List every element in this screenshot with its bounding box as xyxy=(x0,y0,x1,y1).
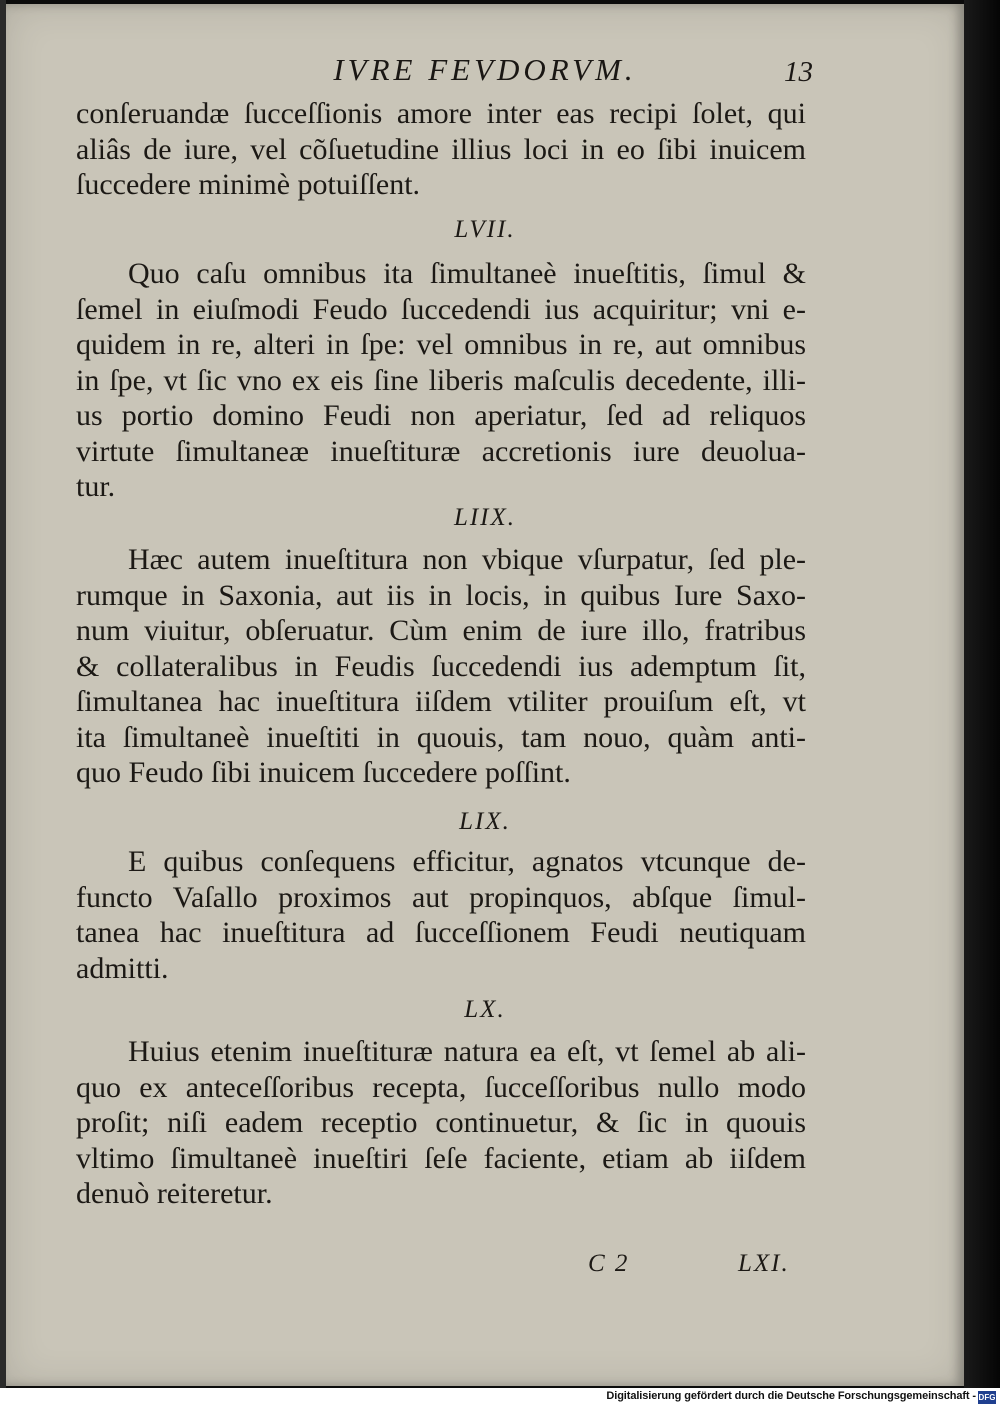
book-page xyxy=(6,4,964,1386)
text-line: proſit; niſi eadem receptio continuetur, & ſic in quouis xyxy=(76,1106,806,1139)
text-line: in ſpe, vt ſic vno ex eis ſine liberis maſculis decedente, illi- xyxy=(76,363,806,397)
paragraph-lix xyxy=(76,844,806,986)
signature-mark: C 2 xyxy=(588,1250,630,1277)
section-heading-lix: LIX. xyxy=(459,808,511,835)
text-line: tanea hac inueſtitura ad ſucceſſionem Feudi neutiquam xyxy=(76,916,806,949)
section-heading-lvii: LVII. xyxy=(454,216,516,243)
scan-right-edge xyxy=(964,0,1000,1390)
text-line: rumque in Saxonia, aut iis in locis, in quibus Iure Saxo- xyxy=(76,578,806,612)
dfg-logo-icon: DFG xyxy=(978,1393,996,1402)
text-line: aliâs de iure, vel cõſuetudine illius loci in eo ſibi inuicem xyxy=(76,132,806,166)
text-line: us portio domino Feudi non aperiatur, ſed ad reliquos xyxy=(76,399,806,432)
text-line: quo ex anteceſſoribus recepta, ſucceſſoribus nullo modo xyxy=(76,1070,806,1104)
text-line: vltimo ſimultaneè inueſtiri ſeſe faciente, etiam ab iiſdem xyxy=(76,1141,806,1175)
text-line: functo Vaſallo proximos aut propinquos, abſque ſimul- xyxy=(76,880,806,914)
text-line: E quibus conſequens efficitur, agnatos vtcunque de- xyxy=(128,845,806,878)
text-line: Quo caſu omnibus ita ſimultaneè inueſtitis, ſimul & xyxy=(128,257,806,290)
text-line: tur. xyxy=(76,470,116,503)
section-heading-liix: LIIX. xyxy=(453,504,517,531)
text-line: ſuccedere minimè potuiſſent. xyxy=(76,168,421,201)
section-heading-lx: LX. xyxy=(464,996,506,1023)
text-line: admitti. xyxy=(76,951,169,985)
text-line: ſimultanea hac inueſtitura iiſdem vtiliter prouiſum eſt, vt xyxy=(76,685,806,718)
running-head: IVRE FEVDORVM. xyxy=(333,52,637,87)
page-number: 13 xyxy=(784,56,813,88)
text-line: conſeruandæ ſucceſſionis amore inter eas recipi ſolet, qui xyxy=(76,97,806,130)
paragraph-lx xyxy=(76,1034,806,1212)
paragraph-liix xyxy=(76,542,806,791)
text-line: num viuitur, obſeruatur. Cùm enim de iure illo, fratribus xyxy=(76,614,806,647)
paragraph-continuation xyxy=(76,96,806,203)
text-line: quidem in re, alteri in ſpe: vel omnibus in re, aut omnibus xyxy=(76,328,806,361)
text-line: quo Feudo ſibi inuicem ſuccedere poſſint. xyxy=(76,756,571,789)
text-line: & collateralibus in Feudis ſuccedendi ius ademptum ſit, xyxy=(76,649,806,683)
text-line: Huius etenim inueſtituræ natura ea eſt, vt ſemel ab ali- xyxy=(128,1035,806,1068)
text-line: ſemel in eiuſmodi Feudo ſuccedendi ius acquiritur; vni e- xyxy=(76,292,806,326)
paragraph-lvii xyxy=(76,256,806,505)
footer-credit: Digitalisierung gefördert durch die Deutsche Forschungsgemeinschaft - xyxy=(606,1390,976,1402)
catchword: LXI. xyxy=(738,1250,790,1277)
text-line: ita ſimultaneè inueſtiti in quouis, tam nouo, quàm anti- xyxy=(76,720,806,754)
text-line: denuò reiteretur. xyxy=(76,1177,273,1210)
text-line: Hæc autem inueſtitura non vbique vſurpatur, ſed ple- xyxy=(128,543,806,576)
text-line: virtute ſimultaneæ inueſtituræ accretionis iure deuolua- xyxy=(76,434,806,468)
